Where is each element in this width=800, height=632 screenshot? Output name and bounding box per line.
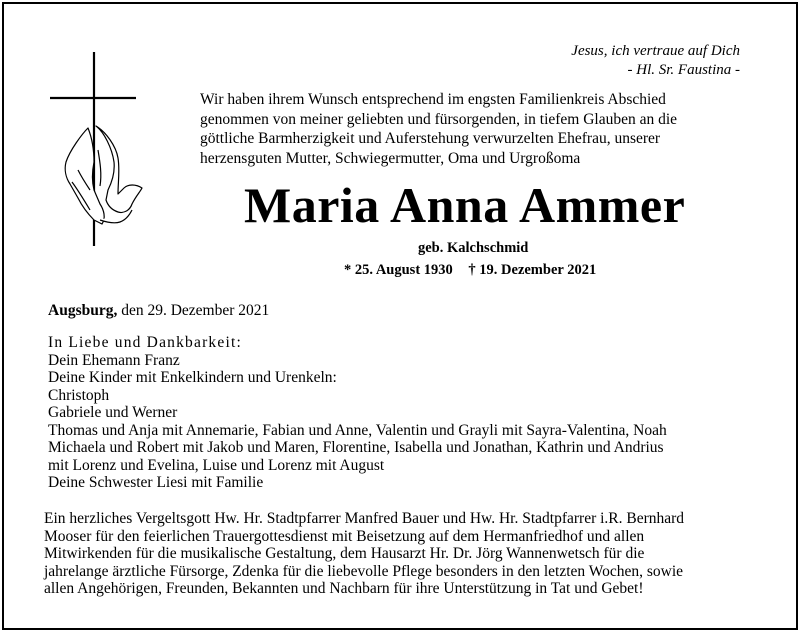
cross-praying-hands-icon — [48, 50, 144, 248]
family-line: Christoph — [48, 386, 110, 404]
motto-line-source: - Hl. Sr. Faustina - — [627, 62, 740, 78]
deceased-name: Maria Anna Ammer — [244, 177, 686, 233]
family-line: Deine Kinder mit Enkelkindern und Urenkeln: — [48, 369, 337, 386]
date: den 29. Dezember 2021 — [121, 302, 270, 319]
obituary-notice — [2, 2, 798, 630]
family-line: Deine Schwester Liesi mit Familie — [48, 474, 264, 491]
intro-line: Wir haben ihrem Wunsch entsprechend im engsten Familienkreis Abschied — [200, 91, 666, 108]
family-heading: In Liebe und Dankbarkeit: — [48, 334, 242, 351]
thanks-line: Mooser für den feierlichen Trauergottesdienst mit Beisetzung auf dem Hermanfriedhof und allen — [44, 527, 645, 545]
thanks-line: Ein herzliches Vergeltsgott Hw. Hr. Stadtpfarrer Manfred Bauer und Hw. Hr. Stadtpfarrer i.R. Bernhard — [44, 510, 685, 527]
life-dates — [344, 262, 596, 279]
thanks-line: allen Angehörigen, Freunden, Bekannten und Nachbarn für ihre Unterstützung in Tat und Gebet! — [44, 580, 644, 598]
intro-line: herzensguten Mutter, Schwiegermutter, Oma und Urgroßoma — [200, 149, 581, 167]
family-line: Gabriele und Werner — [48, 404, 178, 421]
death-date: † 19. Dezember 2021 — [468, 262, 597, 278]
family-line: mit Lorenz und Evelina, Luise und Lorenz mit August — [48, 456, 385, 474]
family-line: Michaela und Robert mit Jakob und Maren, Florentine, Isabella und Jonathan, Kathrin und Andrius — [48, 439, 664, 456]
family-list — [48, 334, 748, 492]
intro-line: genommen von meiner geliebten und fürsorgenden, in tiefem Glauben an die — [200, 110, 678, 128]
motto — [571, 42, 740, 80]
thanks-line: jahrelange ärztliche Fürsorge, Zdenka für die liebevolle Pflege besonders in den letzten Wochen, sowie — [44, 562, 684, 580]
intro-text — [200, 90, 760, 168]
place-date-line — [48, 302, 269, 320]
family-line: Dein Ehemann Franz — [48, 351, 180, 369]
motto-line-quote: Jesus, ich vertraue auf Dich — [571, 43, 740, 59]
maiden-name: geb. Kalchschmid — [418, 240, 529, 256]
birth-date: * 25. August 1930 — [344, 262, 453, 278]
family-line: Thomas und Anja mit Annemarie, Fabian und Anne, Valentin und Grayli mit Sayra-Valentina, Noah — [48, 421, 667, 439]
thanks-line: Mitwirkenden für die musikalische Gestaltung, dem Hausarzt Hr. Dr. Jörg Wannenwetsch für die — [44, 545, 645, 563]
thanks-paragraph — [44, 510, 764, 598]
place: Augsburg, — [48, 302, 118, 319]
intro-line: göttliche Barmherzigkeit und Auferstehung verwurzelten Ehefrau, unserer — [200, 130, 661, 147]
